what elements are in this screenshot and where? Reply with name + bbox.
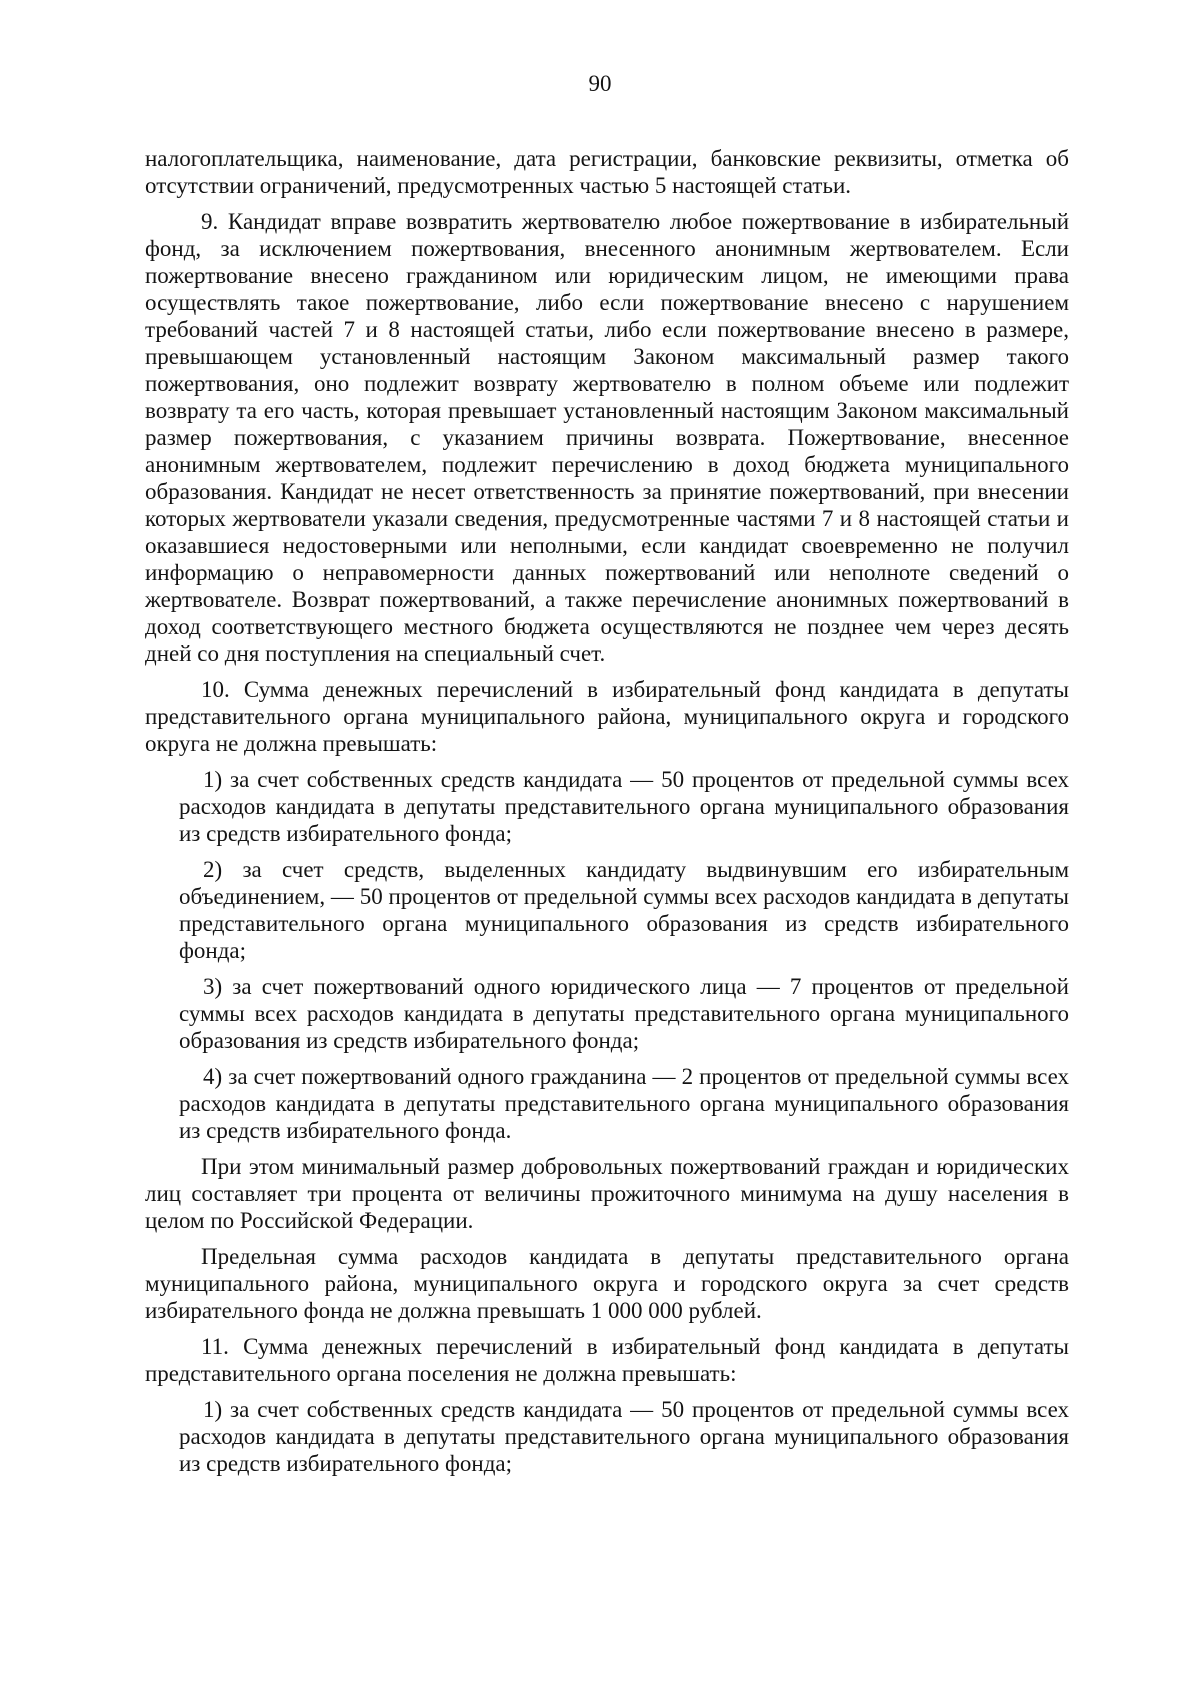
document-body: [145, 145, 1069, 1486]
paragraph-minimum-donation: При этом минимальный размер добровольных пожертвований граждан и юридических лиц составляет три процента от величины прожиточного минимума на душу населения в целом по Российской Федерации.: [145, 1154, 1069, 1233]
paragraph-continuation: налогоплательщика, наименование, дата регистрации, банковские реквизиты, отметка об отсутствии ограничений, предусмотренных частью 5 настоящей статьи.: [145, 146, 1069, 198]
list-item-10-1: 1) за счет собственных средств кандидата — 50 процентов от предельной суммы всех расходов кандидата в депутаты представительного органа муниципального образования из средств избирательного фонда;: [179, 767, 1069, 846]
paragraph-section-9: 9. Кандидат вправе возвратить жертвователю любое пожертвование в избирательный фонд, за исключением пожертвования, внесенного анонимным жертвователем. Если пожертвование внесено гражданином или юридическим лицом, не имеющими права осуществлять такое пожертвование, либо если пожертвование внесено с нарушением требований частей 7 и 8 настоящей статьи, либо если пожертвование внесено в размере, превышающем установленный настоящим Законом максимальный размер такого пожертвования, оно подлежит возврату жертвователю в полном объеме или подлежит возврату та его часть, которая превышает установленный настоящим Законом максимальный размер пожертвования, с указанием причины возврата. Пожертвование, внесенное анонимным жертвователем, подлежит перечислению в доход бюджета муниципального образования. Кандидат не несет ответственность за принятие пожертвований, при внесении которых жертвователи указали сведения, предусмотренные частями 7 и 8 настоящей статьи и оказавшиеся недостоверными или неполными, если кандидат своевременно не получил информацию о неправомерности данных пожертвований или неполноте сведений о жертвователе. Возврат пожертвований, а также перечисление анонимных пожертвований в доход соответствующего местного бюджета осуществляются не позднее чем через десять дней со дня поступления на специальный счет.: [145, 209, 1069, 666]
paragraph-spending-limit: Предельная сумма расходов кандидата в депутаты представительного органа муниципального района, муниципального округа и городского округа за счет средств избирательного фонда не должна превышать 1 000 000 рублей.: [145, 1244, 1069, 1323]
paragraph-section-11: 11. Сумма денежных перечислений в избирательный фонд кандидата в депутаты представительного органа поселения не должна превышать:: [145, 1334, 1069, 1386]
list-item-10-4: 4) за счет пожертвований одного гражданина — 2 процентов от предельной суммы всех расходов кандидата в депутаты представительного органа муниципального образования из средств избирательного фонда.: [179, 1064, 1069, 1143]
list-item-11-1: 1) за счет собственных средств кандидата — 50 процентов от предельной суммы всех расходов кандидата в депутаты представительного органа муниципального образования из средств избирательного фонда;: [179, 1397, 1069, 1476]
list-item-10-2: 2) за счет средств, выделенных кандидату выдвинувшим его избирательным объединением, — 50 процентов от предельной суммы всех расходов кандидата в депутаты представительного органа муниципального образования из средств избирательного фонда;: [179, 857, 1069, 963]
paragraph-section-10: 10. Сумма денежных перечислений в избирательный фонд кандидата в депутаты представительного органа муниципального района, муниципального округа и городского округа не должна превышать:: [145, 677, 1069, 756]
list-item-10-3: 3) за счет пожертвований одного юридического лица — 7 процентов от предельной суммы всех расходов кандидата в депутаты представительного органа муниципального образования из средств избирательного фонда;: [179, 974, 1069, 1053]
page-number: 90: [588, 71, 612, 96]
